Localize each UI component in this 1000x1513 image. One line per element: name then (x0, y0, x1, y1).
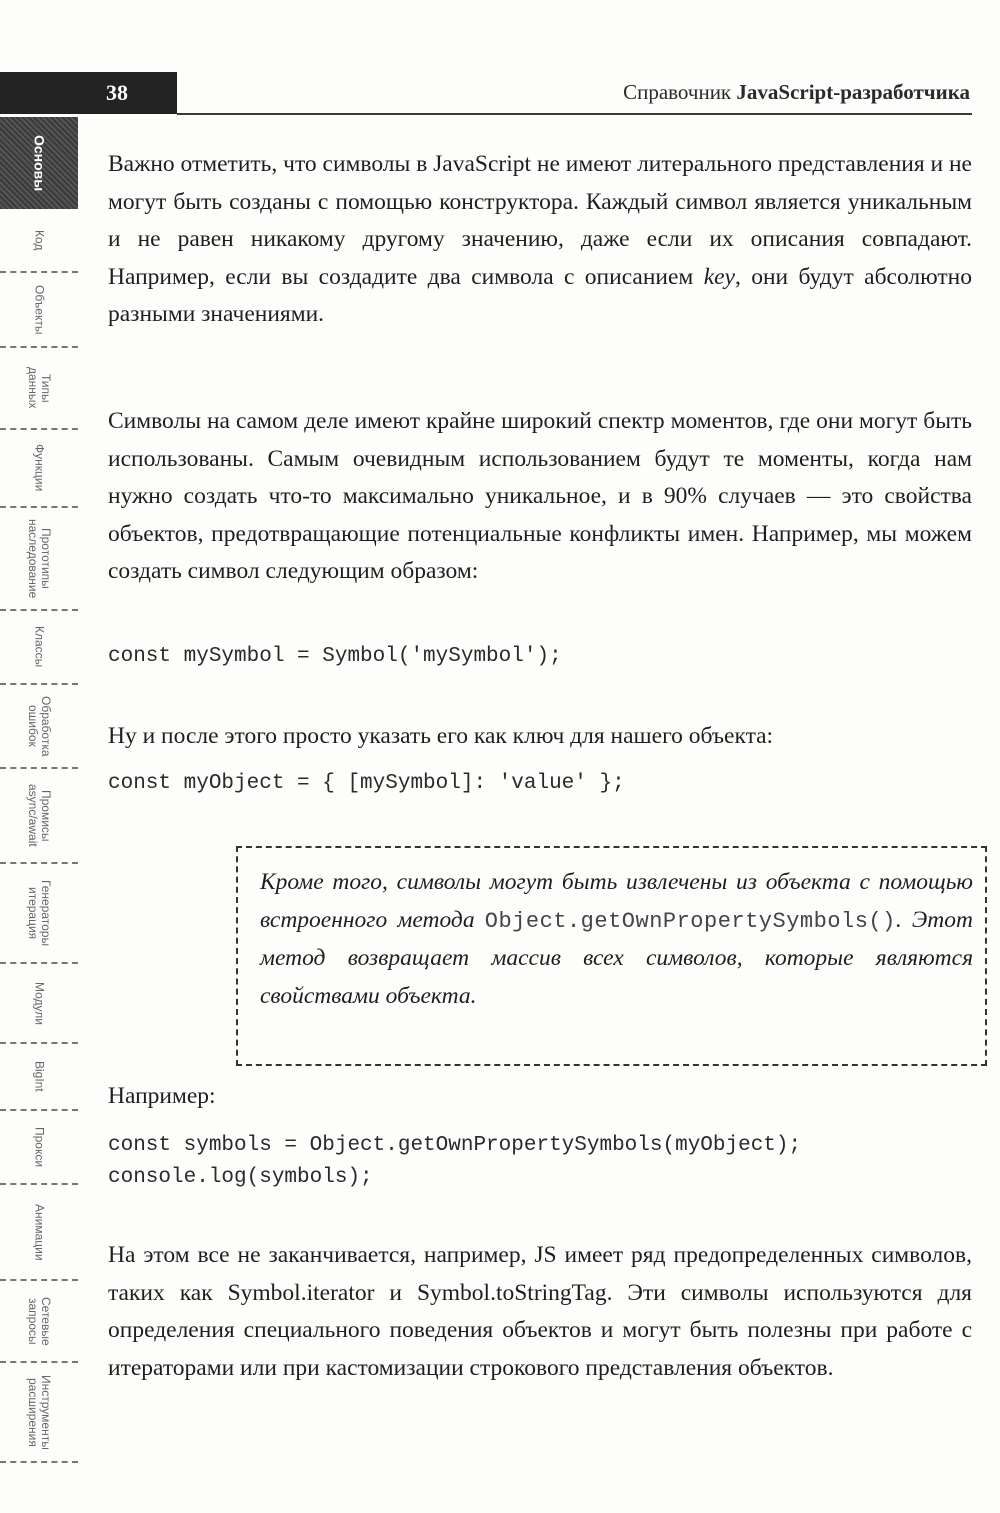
tab-prototipy[interactable] (0, 508, 78, 611)
tab-bigint[interactable] (0, 1044, 78, 1111)
chapter-tabs (0, 117, 78, 1463)
tab-proksi[interactable] (0, 1111, 78, 1185)
tab-klassy[interactable] (0, 611, 78, 685)
paragraph-1 (108, 146, 972, 334)
tab-funkcii[interactable] (0, 430, 78, 508)
tab-label: Объекты (32, 284, 47, 335)
note-text-start: Кроме того, символы могут быть извлечены из объекта с помощью встроенного метода (260, 869, 973, 933)
tab-promisy[interactable] (0, 769, 78, 864)
paragraph-3: Ну и после этого просто указать его как ключ для нашего объекта: (108, 723, 774, 749)
tab-label: Функции (32, 444, 47, 492)
tab-tipy-dannyh[interactable] (0, 348, 78, 430)
tab-label: Промисы async/await (26, 784, 53, 847)
tab-label: Обработка ошибок (26, 695, 53, 757)
tab-label: Основы (31, 134, 48, 192)
tab-label: Типы данных (26, 367, 53, 409)
tab-label: Инструменты расширения (26, 1374, 53, 1450)
tab-animacii[interactable] (0, 1185, 78, 1281)
tab-label: Классы (32, 626, 47, 668)
tab-label: Код (32, 229, 47, 251)
paragraph-1-text: Важно отметить, что символы в JavaScript не имеют литерального представления и не могут быть созданы с помощью конструктора. Каждый символ является уникальным и не равен никакому другому значению, даже если их описания совпадают. Например, если вы создадите два символа с описанием (108, 151, 972, 290)
paragraph-2: Символы на самом деле имеют крайне широкий спектр моментов, где они могут быть использованы. Самым очевидным использованием будут те моменты, когда нам нужно создать что-то максимально уникальное, и в 90% случаев — это свойства объектов, предотвращающие потенциальные конфликты имен. Например, мы можем создать символ следующим образом: (108, 408, 972, 584)
paragraph-1-end: , они будут абсолютно разными значениями. (108, 263, 972, 327)
running-title-prefix: Справочник (623, 80, 737, 104)
note-text-end: . Этот метод возвращает массив всех символов, которые являются свойствами объекта. (260, 906, 973, 1009)
note-text (260, 864, 973, 1015)
tab-obrabotka-oshibok[interactable] (0, 685, 78, 769)
code-block-1: const mySymbol = Symbol('mySymbol'); (108, 645, 562, 668)
paragraph-5: На этом все не заканчивается, например, JS имеет ряд предопределенных символов, таких как Symbol.iterator и Symbol.toStringTag. Эти символы используются для определения специального поведения объектов и могут быть полезны при работе с итераторами или при кастомизации строкового представления объектов. (108, 1242, 972, 1381)
tab-instrumenty[interactable] (0, 1363, 78, 1463)
tab-label: Генераторы итерация (26, 879, 53, 947)
tab-label: BigInt (32, 1061, 47, 1092)
running-title (623, 80, 970, 105)
tab-moduli[interactable] (0, 964, 78, 1044)
note-box (236, 846, 987, 1066)
page-number: 38 (106, 80, 128, 105)
tab-kod[interactable] (0, 209, 78, 273)
code-block-2: const myObject = { [mySymbol]: 'value' }; (108, 772, 625, 795)
code-block-3: const symbols = Object.getOwnPropertySymbols(myObject); console.log(symbols); (108, 1134, 802, 1189)
paragraph-1-italic: key (703, 263, 735, 290)
tab-obekty[interactable] (0, 273, 78, 348)
tab-label: Прокси (32, 1126, 47, 1168)
tab-label: Модули (32, 981, 47, 1025)
paragraph-4: Например: (108, 1083, 216, 1109)
tab-label: Сетевые запросы (26, 1296, 53, 1346)
tab-label: Прототипы наследование (26, 518, 53, 599)
header-rule (177, 113, 972, 115)
running-title-bold: JavaScript-разработчика (736, 80, 970, 104)
tab-setevye-zaprosy[interactable] (0, 1281, 78, 1363)
tab-label: Анимации (32, 1203, 47, 1261)
tab-osnovy[interactable] (0, 117, 78, 209)
tab-generatory[interactable] (0, 864, 78, 964)
note-code: Object.getOwnPropertySymbols() (484, 908, 896, 934)
